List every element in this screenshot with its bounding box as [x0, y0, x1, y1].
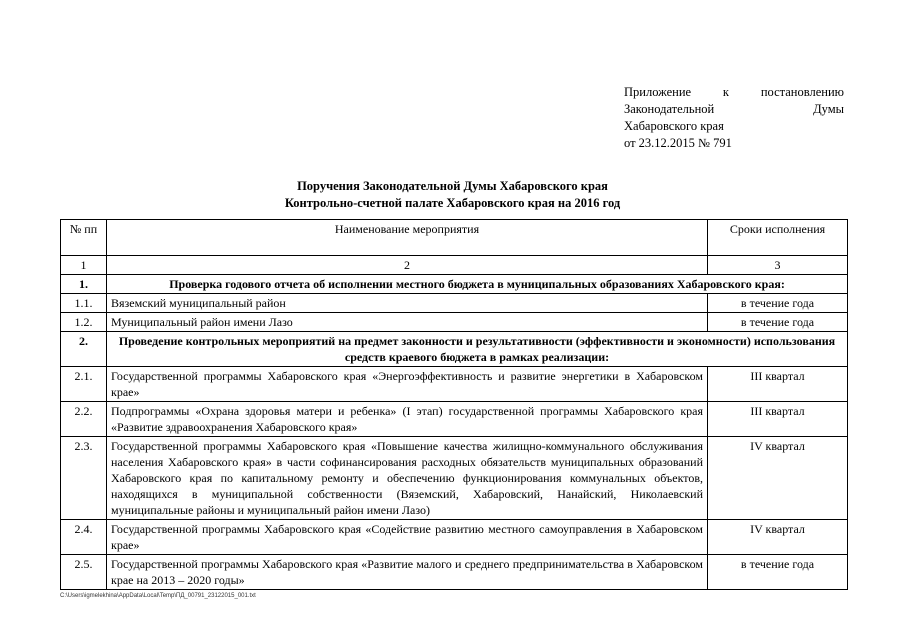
document-title	[60, 178, 845, 212]
appendix-word-k: к	[722, 85, 729, 99]
section-1-num: 1.	[61, 275, 107, 294]
row-term: в течение года	[708, 313, 848, 332]
appendix-block	[624, 84, 844, 152]
row-term: III квартал	[708, 367, 848, 402]
section-row-2	[61, 332, 848, 367]
assignments-table	[60, 219, 848, 590]
appendix-word-zakonodatelnoy: Законодательной	[624, 102, 715, 116]
table-row	[61, 294, 848, 313]
appendix-line-4: от 23.12.2015 № 791	[624, 136, 732, 150]
table-row	[61, 402, 848, 437]
row-num: 1.1.	[61, 294, 107, 313]
row-num: 2.2.	[61, 402, 107, 437]
row-name: Государственной программы Хабаровского края «Повышение качества жилищно-коммунального обслуживания населения Хабаровского края» в части софинансирования расходных обязательств муниципальных образований Хабаровского края по капитальному ремонту и обеспечению функционирования коммунальных объектов, находящихся в муниципальной собственности (Вяземский, Хабаровский, Нанайский, Николаевский муниципальные районы и муниципальный район имени Лазо)	[107, 437, 708, 520]
col-number-3: 3	[708, 256, 848, 275]
table-row	[61, 555, 848, 590]
table-row	[61, 520, 848, 555]
row-name: Государственной программы Хабаровского края «Развитие малого и среднего предпринимательства в Хабаровском крае на 2013 – 2020 годы»	[107, 555, 708, 590]
file-path-footer: C:\Users\igmelekhina\AppData\Local\Temp\ПД_00791_23122015_001.txt	[60, 593, 256, 599]
row-name: Подпрограммы «Охрана здоровья матери и ребенка» (I этап) государственной программы Хабаровского края «Развитие здравоохранения Хабаровского края»	[107, 402, 708, 437]
row-name: Государственной программы Хабаровского края «Содействие развитию местного самоуправления в Хабаровском крае»	[107, 520, 708, 555]
header-name: Наименование мероприятия	[107, 220, 708, 256]
row-term: III квартал	[708, 402, 848, 437]
row-name: Государственной программы Хабаровского края «Энергоэффективность и развитие энергетики в Хабаровском крае»	[107, 367, 708, 402]
section-1-title: Проверка годового отчета об исполнении местного бюджета в муниципальных образованиях Хабаровского края:	[107, 275, 848, 294]
table-header-row	[61, 220, 848, 256]
table-row	[61, 437, 848, 520]
row-num: 2.3.	[61, 437, 107, 520]
col-number-1: 1	[61, 256, 107, 275]
appendix-line-1	[624, 84, 844, 101]
appendix-word-postanovleniyu: постановлению	[760, 85, 844, 99]
col-number-2: 2	[107, 256, 708, 275]
header-num: № пп	[61, 220, 107, 256]
row-name: Муниципальный район имени Лазо	[107, 313, 708, 332]
appendix-line-2	[624, 101, 844, 118]
title-line-1: Поручения Законодательной Думы Хабаровского края	[297, 179, 608, 193]
row-term: в течение года	[708, 294, 848, 313]
title-line-2: Контрольно-счетной палате Хабаровского края на 2016 год	[284, 196, 621, 210]
row-name: Вяземский муниципальный район	[107, 294, 708, 313]
section-2-num: 2.	[61, 332, 107, 367]
row-num: 2.4.	[61, 520, 107, 555]
row-term: в течение года	[708, 555, 848, 590]
table-row	[61, 367, 848, 402]
section-row-1	[61, 275, 848, 294]
column-numbers-row	[61, 256, 848, 275]
section-2-title: Проведение контрольных мероприятий на предмет законности и результативности (эффективности и экономности) использования средств краевого бюджета в рамках реализации:	[107, 332, 848, 367]
row-num: 1.2.	[61, 313, 107, 332]
appendix-word-prilozhenie: Приложение	[624, 85, 692, 99]
row-num: 2.5.	[61, 555, 107, 590]
appendix-line-3: Хабаровского края	[624, 119, 724, 133]
appendix-word-dumy: Думы	[813, 102, 844, 116]
header-term: Сроки исполнения	[708, 220, 848, 256]
row-num: 2.1.	[61, 367, 107, 402]
row-term: IV квартал	[708, 437, 848, 520]
row-term: IV квартал	[708, 520, 848, 555]
table-row	[61, 313, 848, 332]
